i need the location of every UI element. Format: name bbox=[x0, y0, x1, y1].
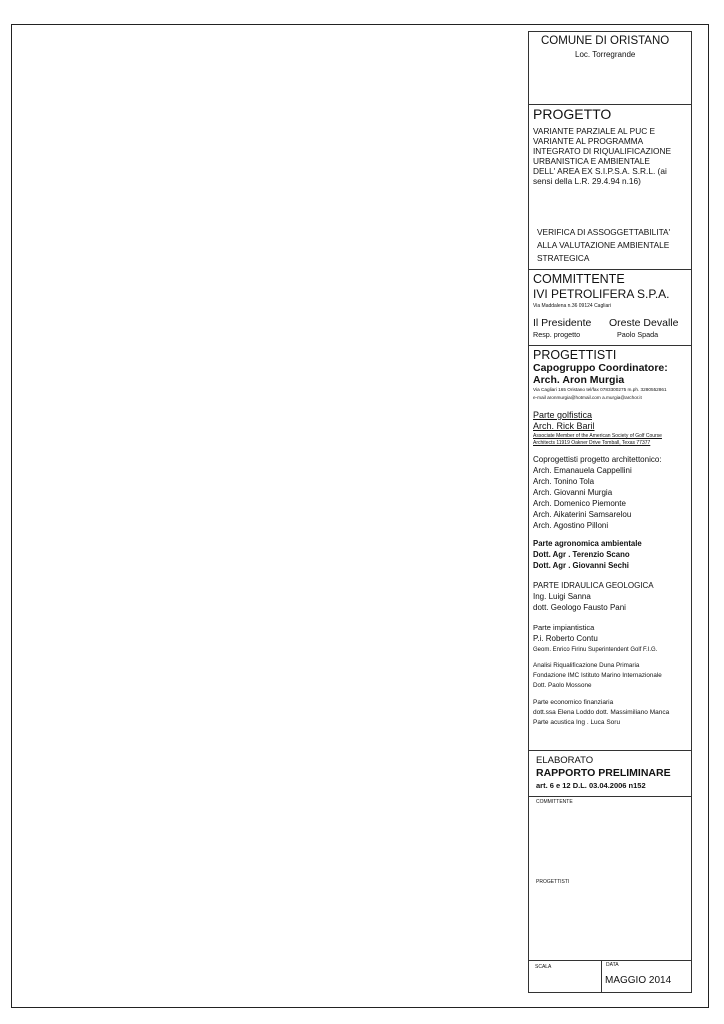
coprogettista: Arch. Domenico Piemonte bbox=[533, 499, 626, 508]
coprogettista: Arch. Giovanni Murgia bbox=[533, 488, 613, 497]
resp-progetto-name: Paolo Spada bbox=[617, 330, 659, 339]
elaborato-section bbox=[529, 751, 691, 797]
firme-section bbox=[529, 797, 691, 961]
coprogettista: Arch. Agostino Pilloni bbox=[533, 521, 609, 530]
firma-committente-label: COMMITTENTE bbox=[536, 799, 573, 805]
presidente-label: Il Presidente bbox=[533, 317, 592, 329]
progetto-line: INTEGRATO DI RIQUALIFICAZIONE bbox=[533, 146, 671, 156]
firma-progettisti-label: PROGETTISTI bbox=[536, 879, 570, 885]
progetto-line: sensi della L.R. 29.4.94 n.16) bbox=[533, 176, 641, 186]
progetto-line: DELL' AREA EX S.I.P.S.A. S.R.L. (ai bbox=[533, 166, 667, 176]
economico-line: Parte economico finanziaria bbox=[533, 699, 614, 706]
data-label: DATA bbox=[606, 962, 619, 968]
progettisti-title: PROGETTISTI bbox=[533, 348, 617, 362]
progettisti-section bbox=[529, 346, 691, 751]
committente-address: Via Maddalena n.36 09124 Cagliari bbox=[533, 303, 612, 309]
analisi-line: Dott. Paolo Mossone bbox=[533, 682, 592, 689]
impiantistica-label: Parte impiantistica bbox=[533, 623, 595, 632]
economico-line: Parte acustica Ing . Luca Soru bbox=[533, 719, 621, 726]
comune-section bbox=[529, 32, 691, 105]
data-value: MAGGIO 2014 bbox=[605, 975, 672, 986]
agronomica-label: Parte agronomica ambientale bbox=[533, 539, 642, 548]
committente-section bbox=[529, 270, 691, 346]
resp-progetto-label: Resp. progetto bbox=[533, 330, 581, 339]
analisi-line: Fondazione IMC Istituto Marino Internazionale bbox=[533, 672, 662, 679]
agronomo: Dott. Agr . Terenzio Scano bbox=[533, 550, 630, 559]
analisi-line: Analisi Riqualificazione Duna Primaria bbox=[533, 662, 640, 669]
golf-address: Architects 11919 Oakner Drive Tomball, Texas 77377 bbox=[533, 440, 651, 446]
elaborato-title: RAPPORTO PRELIMINARE bbox=[536, 767, 671, 779]
golf-label: Parte golfistica bbox=[533, 410, 593, 420]
capogruppo-name: Arch. Aron Murgia bbox=[533, 374, 625, 386]
idraulica-label: PARTE IDRAULICA GEOLOGICA bbox=[533, 581, 654, 590]
verifica-line: VERIFICA DI ASSOGGETTABILITA' bbox=[537, 227, 671, 237]
verifica-line: ALLA VALUTAZIONE AMBIENTALE bbox=[537, 240, 670, 250]
idraulica-name: dott. Geologo Fausto Pani bbox=[533, 603, 626, 612]
scala-data-divider bbox=[601, 961, 602, 992]
coprogettista: Arch. Aikaterini Samsarelou bbox=[533, 510, 632, 519]
impiantistica-name: Geom. Enrico Firinu Superintendent Golf F.I.G. bbox=[533, 647, 658, 653]
capogruppo-email: e-mail aronmurgia@hotmail.com a.murgia@archor.it bbox=[533, 395, 642, 400]
golf-association: Associate Member of the American Society of Golf Course bbox=[533, 433, 662, 439]
committente-company: IVI PETROLIFERA S.P.A. bbox=[533, 287, 670, 301]
scala-label: SCALA bbox=[535, 964, 552, 970]
coprogettista: Arch. Tonino Tola bbox=[533, 477, 595, 486]
capogruppo-contact: Via Cagliari 165 Oristano tel/fax 0783300275 m.ph. 3280552861 bbox=[533, 387, 667, 392]
title-block bbox=[528, 31, 692, 993]
economico-line: dott.ssa Elena Loddo dott. Massimiliano Manca bbox=[533, 709, 670, 716]
coprogettisti-label: Coprogettisti progetto architettonico: bbox=[533, 455, 662, 464]
presidente-name: Oreste Devalle bbox=[609, 317, 679, 329]
progetto-line: VARIANTE PARZIALE AL PUC E bbox=[533, 126, 656, 136]
capogruppo-label: Capogruppo Coordinatore: bbox=[533, 362, 668, 374]
idraulica-name: Ing. Luigi Sanna bbox=[533, 592, 591, 601]
committente-title: COMMITTENTE bbox=[533, 272, 625, 286]
progetto-title: PROGETTO bbox=[533, 106, 612, 122]
localita: Loc. Torregrande bbox=[575, 50, 636, 59]
elaborato-reference: art. 6 e 12 D.L. 03.04.2006 n152 bbox=[536, 781, 646, 790]
impiantistica-name: P.i. Roberto Contu bbox=[533, 634, 598, 643]
progetto-line: URBANISTICA E AMBIENTALE bbox=[533, 156, 650, 166]
elaborato-label: ELABORATO bbox=[536, 755, 594, 766]
agronomo: Dott. Agr . Giovanni Sechi bbox=[533, 561, 629, 570]
golf-name: Arch. Rick Baril bbox=[533, 421, 595, 431]
scala-data-section bbox=[529, 961, 691, 992]
verifica-line: STRATEGICA bbox=[537, 253, 590, 263]
progetto-section bbox=[529, 105, 691, 270]
coprogettista: Arch. Emanauela Cappellini bbox=[533, 466, 632, 475]
comune-title: COMUNE DI ORISTANO bbox=[541, 35, 670, 47]
progetto-line: VARIANTE AL PROGRAMMA bbox=[533, 136, 644, 146]
